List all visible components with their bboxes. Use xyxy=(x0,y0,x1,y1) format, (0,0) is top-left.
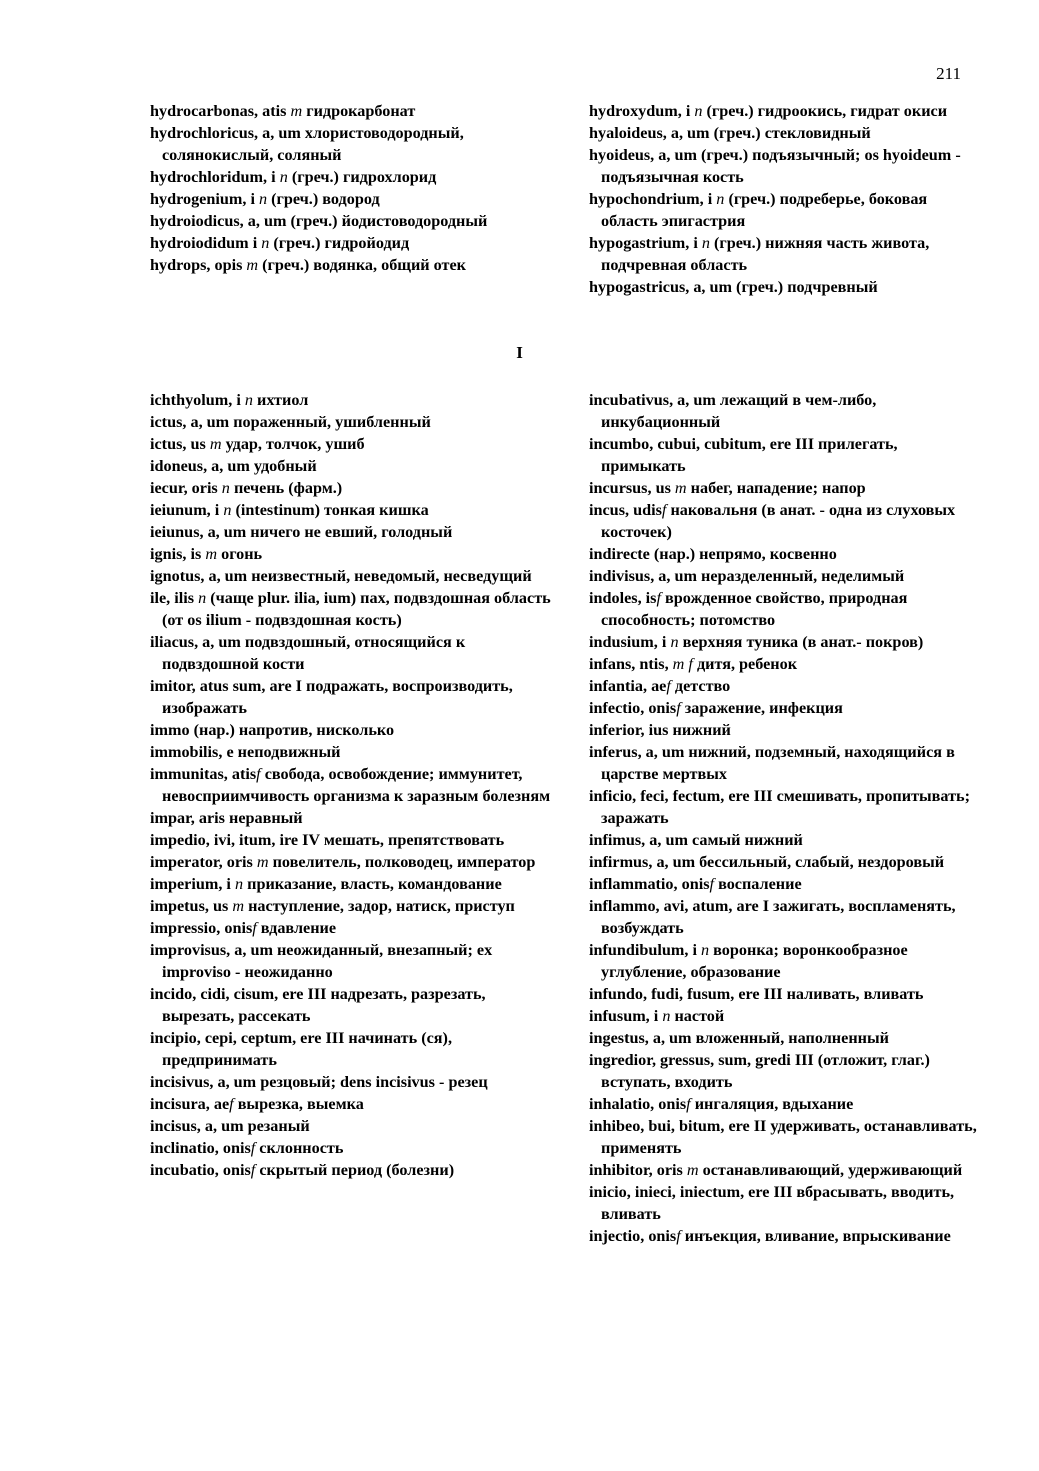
dictionary-entry xyxy=(150,210,560,232)
entry-text: hypogastricus, a, um (греч.) подчревный xyxy=(589,278,878,296)
entry-text: ignis, is xyxy=(150,545,206,563)
gender-mark: n xyxy=(716,190,725,208)
dictionary-entry xyxy=(589,1027,984,1049)
dictionary-entry xyxy=(589,675,984,697)
entry-text: ictus, us xyxy=(150,435,210,453)
entry-text: hydroxydum, i xyxy=(589,102,695,120)
entry-text: ile, ilis xyxy=(150,589,199,607)
entry-text: врожденное свойство, природная способность; потомство xyxy=(601,589,908,629)
dictionary-entry xyxy=(150,1137,560,1159)
entry-text: impressio, onis xyxy=(150,919,253,937)
dictionary-entry xyxy=(150,433,560,455)
entry-text: hydrogenium, i xyxy=(150,190,259,208)
entry-text: ingredior, gressus, sum, gredi III (отложит, глаг.) вступать, входить xyxy=(589,1051,930,1091)
entry-text: indirecte (нар.) непрямо, косвенно xyxy=(589,545,837,563)
dictionary-entry xyxy=(589,631,984,653)
gender-mark: f xyxy=(661,501,667,519)
entry-text: inclinatio, onis xyxy=(150,1139,251,1157)
gender-mark: n xyxy=(694,102,703,120)
gender-mark: n xyxy=(670,633,679,651)
dictionary-entry xyxy=(150,122,560,166)
gender-mark: f xyxy=(666,677,671,695)
gender-mark: m xyxy=(232,897,245,915)
dictionary-entry xyxy=(589,1159,984,1181)
column-right-top xyxy=(589,100,984,298)
entry-text: ихтиол xyxy=(252,391,309,409)
column-right-bottom xyxy=(589,389,984,1247)
dictionary-entry xyxy=(150,675,560,719)
gender-mark: m f xyxy=(672,655,693,673)
entry-text: скрытый период (болезни) xyxy=(255,1161,455,1179)
dictionary-entry xyxy=(150,188,560,210)
gender-mark: n xyxy=(198,589,207,607)
entry-text: infundo, fudi, fusum, ere III наливать, вливать xyxy=(589,985,924,1003)
entry-text: impedio, ivi, itum, ire IV мешать, препятствовать xyxy=(150,831,505,849)
dictionary-entry xyxy=(150,1093,560,1115)
gender-mark: f xyxy=(656,589,661,607)
dictionary-entry xyxy=(150,521,560,543)
entry-text: (чаще plur. ilia, ium) пах, подвздошная область (от os ilium - подвздошная кость) xyxy=(162,589,551,629)
dictionary-entry xyxy=(150,254,560,276)
dictionary-entry xyxy=(150,455,560,477)
dictionary-entry xyxy=(589,389,984,433)
gender-mark: n xyxy=(221,479,230,497)
gender-mark: m xyxy=(246,256,259,274)
entry-text: iliacus, a, um подвздошный, относящийся к подвздошной кости xyxy=(150,633,466,673)
gender-mark: f xyxy=(676,1227,681,1245)
entry-text: ignotus, a, um неизвестный, неведомый, несведущий xyxy=(150,567,532,585)
gender-mark: f xyxy=(252,919,257,937)
entry-text: incisura, ae xyxy=(150,1095,230,1113)
dictionary-entry xyxy=(150,389,560,411)
entry-text: inicio, inieci, iniectum, ere III вбрасывать, вводить, вливать xyxy=(589,1183,955,1223)
dictionary-entry xyxy=(150,100,560,122)
entry-text: останавливающий, удерживающий xyxy=(698,1161,963,1179)
entry-text: incisus, a, um резаный xyxy=(150,1117,310,1135)
entry-text: incubatio, onis xyxy=(150,1161,251,1179)
entry-text: imperium, i xyxy=(150,875,235,893)
gender-mark: n xyxy=(259,190,268,208)
dictionary-entry xyxy=(150,763,560,807)
dictionary-entry xyxy=(589,697,984,719)
entry-text: печень (фарм.) xyxy=(229,479,343,497)
dictionary-entry xyxy=(150,166,560,188)
dictionary-entry xyxy=(150,895,560,917)
dictionary-entry xyxy=(589,232,984,276)
gender-mark: m xyxy=(686,1161,699,1179)
entry-text: ieiunus, a, um ничего не евший, голодный xyxy=(150,523,453,541)
entry-text: огонь xyxy=(217,545,263,563)
entry-text: заражение, инфекция xyxy=(680,699,843,717)
entry-text: свобода, освобождение; иммунитет, невосприимчивость организма к заразным болезням xyxy=(162,765,551,805)
entry-text: infans, ntis, xyxy=(589,655,673,673)
entry-text: удар, толчок, ушиб xyxy=(221,435,365,453)
page-number: 211 xyxy=(936,64,961,83)
gender-mark: m xyxy=(290,102,303,120)
entry-text: idoneus, a, um удобный xyxy=(150,457,317,475)
entry-text: hydroiodicus, a, um (греч.) йодистоводородный xyxy=(150,212,488,230)
entry-text: incursus, us xyxy=(589,479,675,497)
entry-text: impar, aris неравный xyxy=(150,809,303,827)
dictionary-entry xyxy=(589,122,984,144)
gender-mark: m xyxy=(205,545,218,563)
gender-mark: n xyxy=(244,391,253,409)
dictionary-entry xyxy=(150,411,560,433)
entry-text: inferus, a, um нижний, подземный, находящийся в царстве мертвых xyxy=(589,743,955,783)
entry-text: верхняя туника (в анат.- покров) xyxy=(678,633,924,651)
dictionary-entry xyxy=(589,276,984,298)
dictionary-entry xyxy=(150,807,560,829)
dictionary-entry xyxy=(589,851,984,873)
dictionary-entry xyxy=(589,653,984,675)
dictionary-entry xyxy=(589,719,984,741)
gender-mark: m xyxy=(209,435,222,453)
entry-text: iecur, oris xyxy=(150,479,222,497)
entry-text: hyaloideus, a, um (греч.) стекловидный xyxy=(589,124,871,142)
gender-mark: n xyxy=(701,941,710,959)
entry-text: injectio, onis xyxy=(589,1227,677,1245)
entry-text: вырезка, выемка xyxy=(233,1095,364,1113)
dictionary-entry xyxy=(589,144,984,188)
gender-mark: m xyxy=(674,479,687,497)
entry-text: детство xyxy=(670,677,731,695)
entry-text: indusium, i xyxy=(589,633,671,651)
entry-text: infusum, i xyxy=(589,1007,663,1025)
gender-mark: f xyxy=(686,1095,691,1113)
entry-text: incubativus, a, um лежащий в чем-либо, инкубационный xyxy=(589,391,877,431)
entry-text: imperator, oris xyxy=(150,853,257,871)
dictionary-entry xyxy=(150,829,560,851)
dictionary-entry xyxy=(589,785,984,829)
entry-text: (греч.) гидроокись, гидрат окиси xyxy=(702,102,948,120)
dictionary-entry xyxy=(150,565,560,587)
dictionary-entry xyxy=(150,499,560,521)
entry-text: настой xyxy=(670,1007,725,1025)
entry-text: incido, cidi, cisum, ere III надрезать, разрезать, вырезать, рассекать xyxy=(150,985,486,1025)
entry-text: infimus, a, um самый нижний xyxy=(589,831,803,849)
dictionary-entry xyxy=(150,873,560,895)
entry-text: вдавление xyxy=(256,919,337,937)
entry-text: наковальня (в анат. - одна из слуховых косточек) xyxy=(601,501,956,541)
entry-text: hypochondrium, i xyxy=(589,190,717,208)
dictionary-entry xyxy=(589,983,984,1005)
entry-text: hydrochloricus, a, um хлористоводородный, солянокислый, соляный xyxy=(150,124,464,164)
entry-text: infectio, onis xyxy=(589,699,677,717)
gender-mark: n xyxy=(662,1007,671,1025)
entry-text: incus, udis xyxy=(589,501,662,519)
entry-text: inhibitor, oris xyxy=(589,1161,687,1179)
dictionary-entry xyxy=(150,851,560,873)
entry-text: повелитель, полководец, император xyxy=(268,853,536,871)
dictionary-entry xyxy=(589,1049,984,1093)
gender-mark: n xyxy=(234,875,244,893)
dictionary-entry xyxy=(589,100,984,122)
dictionary-entry xyxy=(589,873,984,895)
entry-text: immobilis, e неподвижный xyxy=(150,743,341,761)
entry-text: indoles, is xyxy=(589,589,657,607)
entry-text: hydrops, opis xyxy=(150,256,247,274)
dictionary-entry xyxy=(589,477,984,499)
entry-text: inferior, ius нижний xyxy=(589,721,731,739)
dictionary-entry xyxy=(589,188,984,232)
entry-text: immunitas, atis xyxy=(150,765,257,783)
dictionary-entry xyxy=(589,895,984,939)
gender-mark: n xyxy=(279,168,288,186)
dictionary-entry xyxy=(589,1005,984,1027)
entry-text: наступление, задор, натиск, приступ xyxy=(244,897,515,915)
entry-text: infundibulum, i xyxy=(589,941,702,959)
entry-text: ингаляция, вдыхание xyxy=(690,1095,854,1113)
entry-text: incumbo, cubui, cubitum, ere III прилегать, примыкать xyxy=(589,435,898,475)
entry-text: (греч.) гидройодид xyxy=(269,234,410,252)
gender-mark: f xyxy=(250,1139,256,1157)
dictionary-entry xyxy=(589,939,984,983)
entry-text: (греч.) водород xyxy=(267,190,380,208)
dictionary-entry xyxy=(150,1027,560,1071)
entry-text: incisivus, a, um резцовый; dens incisivus - резец xyxy=(150,1073,488,1091)
dictionary-entry xyxy=(150,983,560,1027)
gender-mark: f xyxy=(250,1161,256,1179)
entry-text: инъекция, вливание, впрыскивание xyxy=(680,1227,951,1245)
dictionary-entry xyxy=(150,719,560,741)
gender-mark: f xyxy=(229,1095,234,1113)
entry-text: (греч.) подреберье, боковая область эпигастрия xyxy=(601,190,928,230)
entry-text: infantia, ae xyxy=(589,677,667,695)
entry-text: inflammo, avi, atum, are I зажигать, воспламенять, возбуждать xyxy=(589,897,956,937)
entry-text: склонность xyxy=(255,1139,344,1157)
dictionary-entry xyxy=(589,741,984,785)
entry-text: (греч.) водянка, общий отек xyxy=(258,256,467,274)
column-left-top xyxy=(150,100,560,276)
dictionary-entry xyxy=(150,1159,560,1181)
dictionary-entry xyxy=(150,939,560,983)
gender-mark: m xyxy=(256,853,269,871)
dictionary-entry xyxy=(589,1115,984,1159)
dictionary-entry xyxy=(150,631,560,675)
dictionary-entry xyxy=(589,587,984,631)
gender-mark: n xyxy=(261,234,270,252)
dictionary-entry xyxy=(589,499,984,543)
entry-text: hydrocarbonas, atis xyxy=(150,102,291,120)
dictionary-entry xyxy=(150,477,560,499)
gender-mark: f xyxy=(709,875,715,893)
section-heading: I xyxy=(516,343,523,362)
entry-text: воронка; воронкообразное углубление, образование xyxy=(601,941,908,981)
entry-text: hyoideus, a, um (греч.) подъязычный; os hyoideum - подъязычная кость xyxy=(589,146,961,186)
gender-mark: n xyxy=(223,501,232,519)
entry-text: ichthyolum, i xyxy=(150,391,245,409)
column-left-bottom xyxy=(150,389,560,1181)
dictionary-entry xyxy=(150,543,560,565)
gender-mark: n xyxy=(701,234,710,252)
entry-text: inhalatio, onis xyxy=(589,1095,687,1113)
entry-text: hydrochloridum, i xyxy=(150,168,280,186)
entry-text: приказание, власть, командование xyxy=(243,875,502,893)
gender-mark: f xyxy=(676,699,681,717)
dictionary-entry xyxy=(589,565,984,587)
gender-mark: f xyxy=(256,765,261,783)
entry-text: ieiunum, i xyxy=(150,501,224,519)
dictionary-entry xyxy=(150,232,560,254)
entry-text: immo (нар.) напротив, нисколько xyxy=(150,721,395,739)
entry-text: incipio, cepi, ceptum, ere III начинать (ся), предпринимать xyxy=(150,1029,452,1069)
entry-text: inficio, feci, fectum, ere III смешивать, пропитывать; заражать xyxy=(589,787,970,827)
dictionary-entry xyxy=(150,1071,560,1093)
dictionary-entry xyxy=(589,543,984,565)
entry-text: infirmus, a, um бессильный, слабый, нездоровый xyxy=(589,853,945,871)
entry-text: (греч.) гидрохлорид xyxy=(287,168,437,186)
dictionary-entry xyxy=(150,1115,560,1137)
entry-text: improvisus, a, um неожиданный, внезапный; ex improviso - неожиданно xyxy=(150,941,493,981)
dictionary-entry xyxy=(589,1181,984,1225)
entry-text: hydroiodidum i xyxy=(150,234,262,252)
entry-text: indivisus, a, um неразделенный, неделимый xyxy=(589,567,905,585)
entry-text: ingestus, a, um вложенный, наполненный xyxy=(589,1029,889,1047)
dictionary-entry xyxy=(150,917,560,939)
dictionary-entry xyxy=(589,1093,984,1115)
entry-text: дитя, ребенок xyxy=(692,655,798,673)
entry-text: impetus, us xyxy=(150,897,233,915)
entry-text: inflammatio, onis xyxy=(589,875,710,893)
entry-text: (греч.) нижняя часть живота, подчревная область xyxy=(601,234,930,274)
dictionary-entry xyxy=(150,587,560,631)
entry-text: (intestinum) тонкая кишка xyxy=(231,501,429,519)
dictionary-entry xyxy=(589,1225,984,1247)
dictionary-entry xyxy=(589,433,984,477)
entry-text: hypogastrium, i xyxy=(589,234,702,252)
entry-text: ictus, a, um пораженный, ушибленный xyxy=(150,413,431,431)
dictionary-entry xyxy=(589,829,984,851)
dictionary-entry xyxy=(150,741,560,763)
entry-text: воспаление xyxy=(714,875,802,893)
entry-text: набег, нападение; напор xyxy=(686,479,866,497)
entry-text: inhibeo, bui, bitum, ere II удерживать, останавливать, применять xyxy=(589,1117,977,1157)
entry-text: гидрокарбонат xyxy=(302,102,416,120)
entry-text: imitor, atus sum, are I подражать, воспроизводить, изображать xyxy=(150,677,513,717)
